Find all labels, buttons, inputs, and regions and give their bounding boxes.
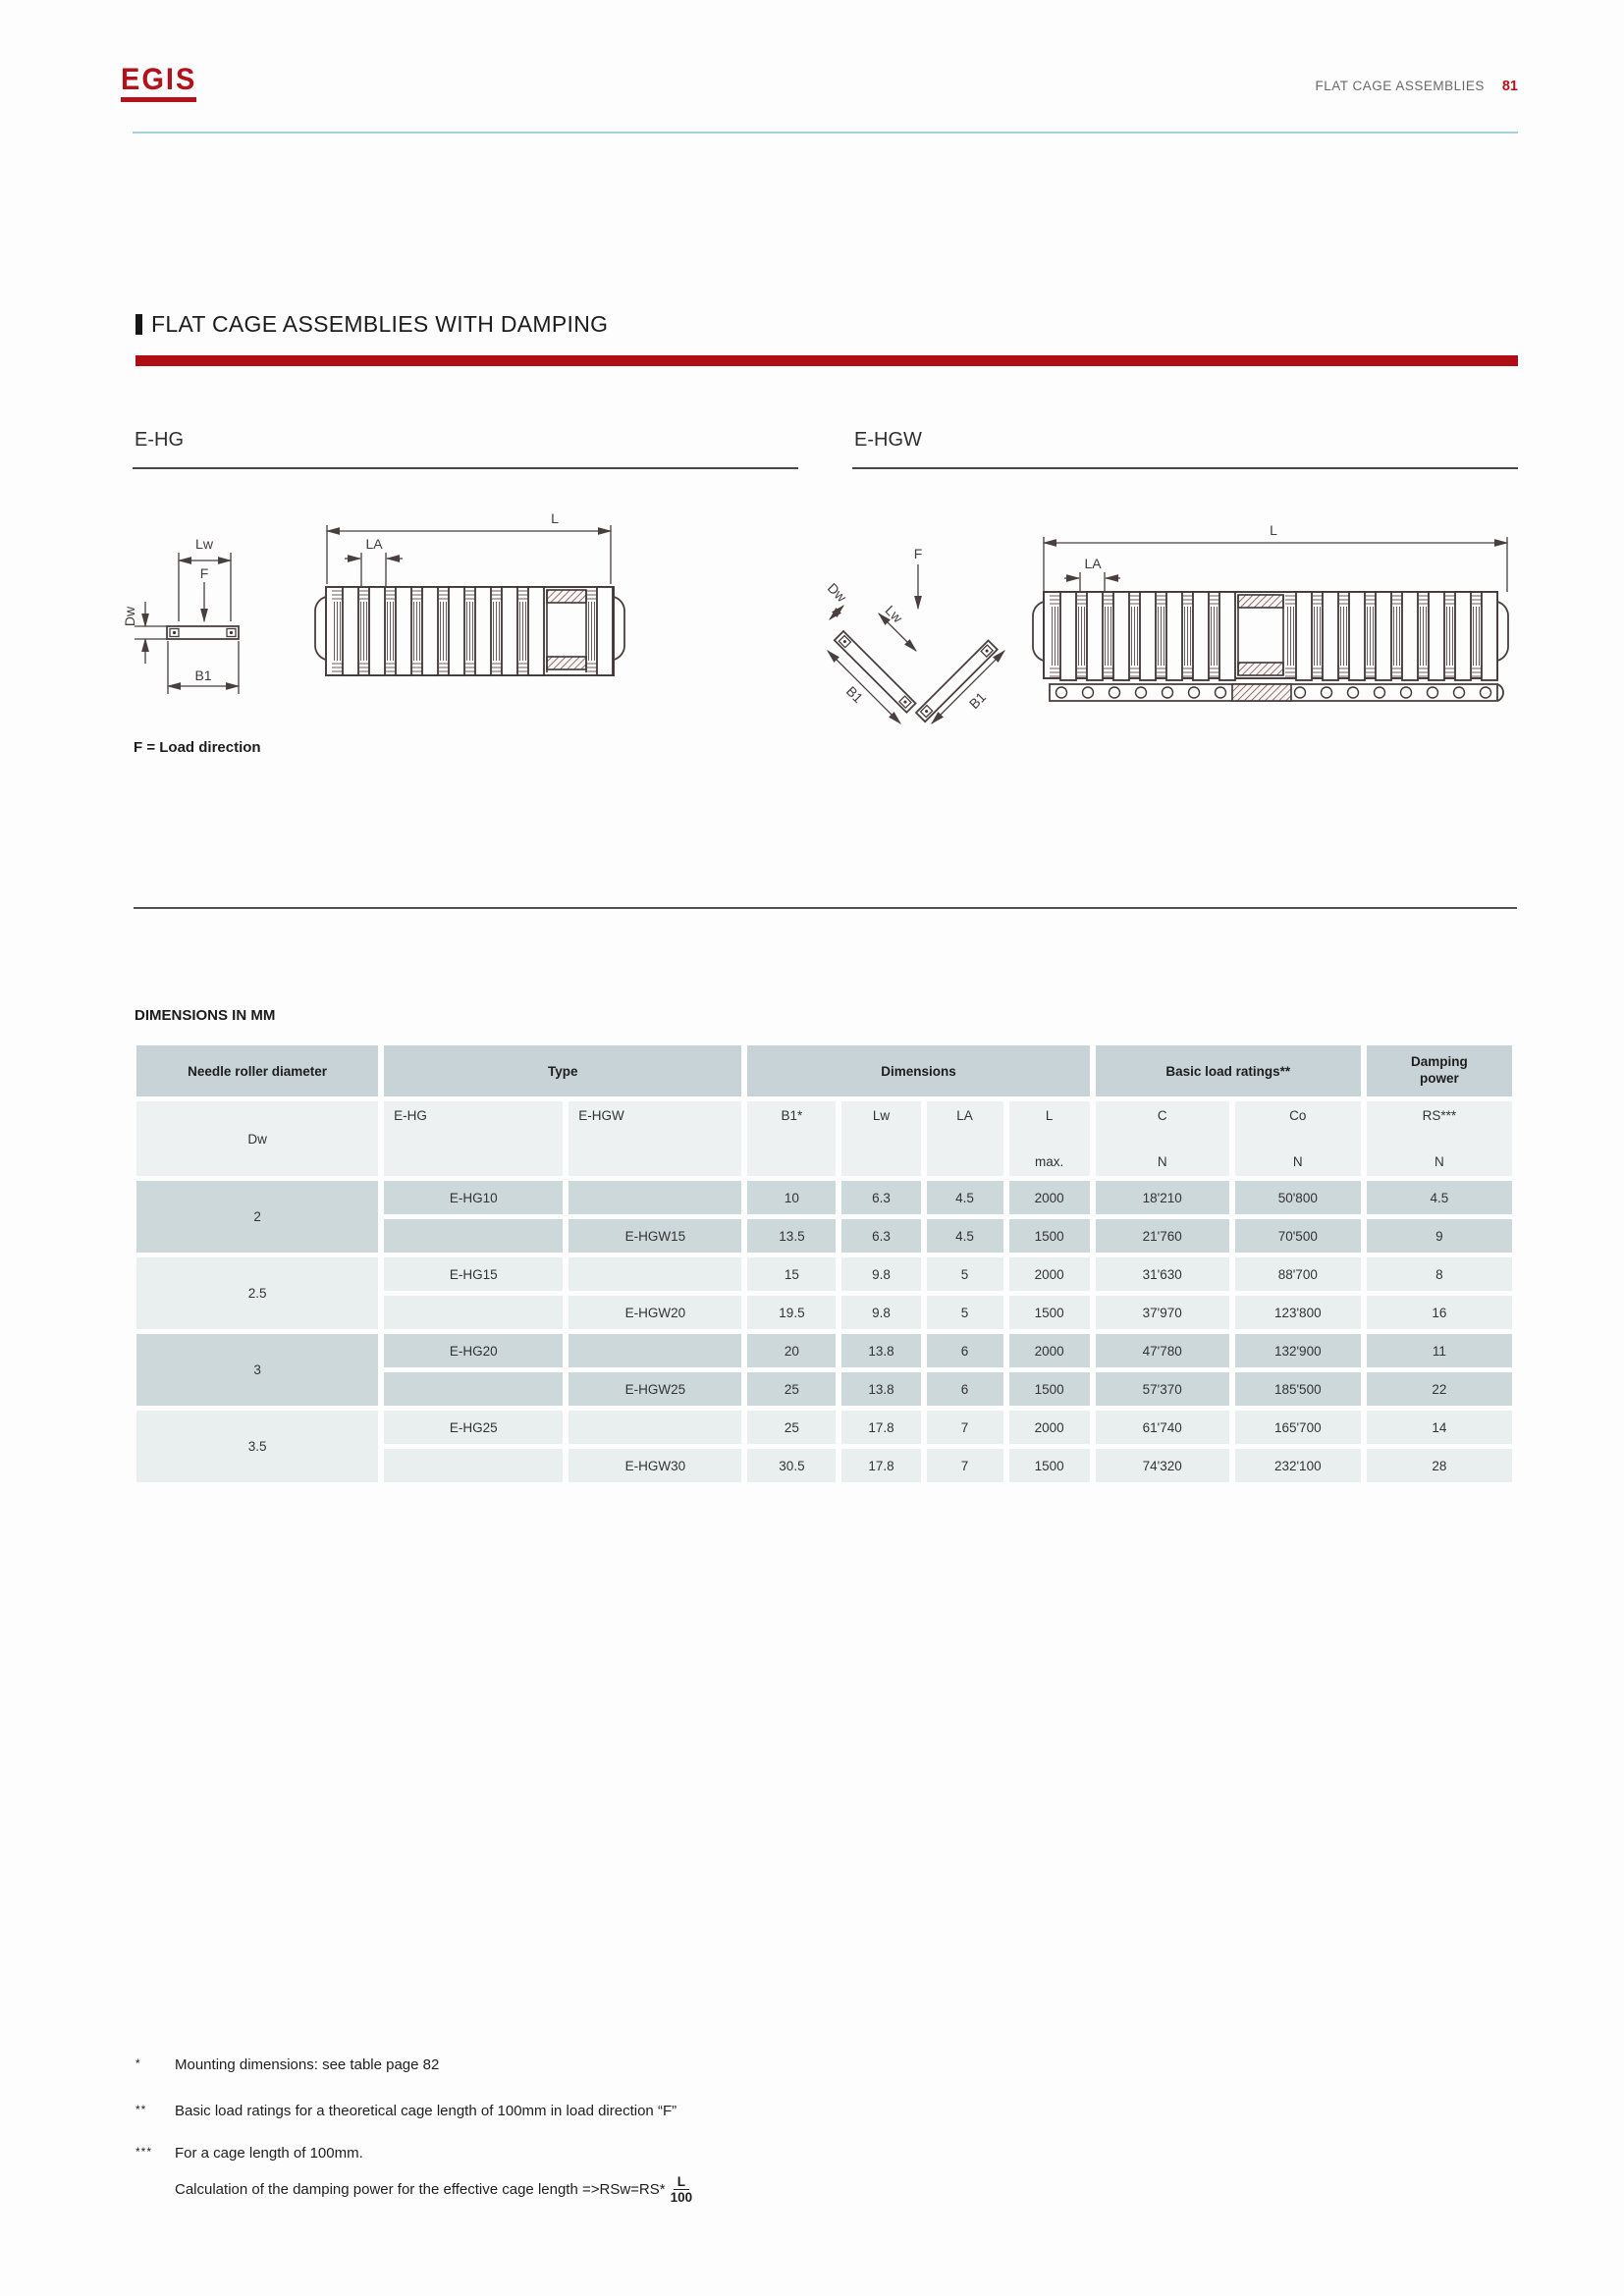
subcol-l: L max.: [1009, 1101, 1090, 1176]
cell-b1: 30.5: [747, 1449, 836, 1482]
middle-rule: [134, 907, 1517, 909]
cell-ehgw: [568, 1257, 741, 1291]
title-red-rule: [135, 355, 1518, 366]
subcol-lw: Lw: [841, 1101, 920, 1176]
cell-ehg: [384, 1296, 563, 1329]
ehgw-technical-drawing: [820, 486, 1522, 741]
damping-formula-fraction: $\frac{L}{100}$: [670, 2173, 693, 2206]
group-header-row: [136, 1045, 1512, 1096]
cell-ehgw: [568, 1334, 741, 1367]
cell-lw: 13.8: [841, 1372, 920, 1406]
cell-rs: 22: [1367, 1372, 1512, 1406]
dw-group-cell: 2.5: [136, 1257, 378, 1329]
cell-ehg: E-HG10: [384, 1181, 563, 1214]
egis-logo-text: EGIS: [121, 62, 197, 97]
title-accent-bar: [135, 314, 142, 335]
cell-la: 5: [927, 1257, 1003, 1291]
footnote-1: [135, 2056, 1166, 2075]
cell-lw: 13.8: [841, 1334, 920, 1367]
subcol-c: C N: [1096, 1101, 1229, 1176]
cell-co: 232'100: [1235, 1449, 1361, 1482]
cell-ehg: E-HG25: [384, 1411, 563, 1444]
footnote-text: Basic load ratings for a theoretical cage length of 100mm in load direction “F”: [175, 2102, 677, 2119]
cell-ehgw: E-HGW30: [568, 1449, 741, 1482]
ehg-technical-drawing: [83, 486, 628, 731]
footnote-marker: **: [135, 2102, 147, 2116]
cell-ehg: [384, 1219, 563, 1253]
table-row: [136, 1181, 1512, 1214]
cell-c: 47'780: [1096, 1334, 1229, 1367]
cell-ehg: E-HG15: [384, 1257, 563, 1291]
cell-ehgw: [568, 1411, 741, 1444]
section-label-ehgw: E-HGW: [854, 429, 922, 451]
subcol-ehgw: E-HGW: [568, 1101, 741, 1176]
subcol-dw: Dw: [136, 1101, 378, 1176]
cell-b1: 15: [747, 1257, 836, 1291]
cell-b1: 10: [747, 1181, 836, 1214]
cell-c: 57'370: [1096, 1372, 1229, 1406]
header-rule: [133, 132, 1518, 133]
subcol-co: Co N: [1235, 1101, 1361, 1176]
cell-l: 1500: [1009, 1372, 1090, 1406]
cell-la: 7: [927, 1411, 1003, 1444]
cell-rs: 16: [1367, 1296, 1512, 1329]
footnote-marker: *: [135, 2056, 141, 2070]
col-header-type: Type: [384, 1045, 741, 1096]
load-direction-note: F = Load direction: [134, 739, 261, 756]
cell-rs: 28: [1367, 1449, 1512, 1482]
cell-l: 1500: [1009, 1296, 1090, 1329]
table-row: [136, 1334, 1512, 1367]
dim-label-b1: B1: [965, 688, 990, 713]
cell-l: 2000: [1009, 1411, 1090, 1444]
dim-label-f: F: [199, 565, 209, 581]
cell-co: 70'500: [1235, 1219, 1361, 1253]
dim-label-b1: B1: [194, 667, 212, 683]
footnote-text: For a cage length of 100mm.: [175, 2145, 363, 2162]
cell-lw: 6.3: [841, 1219, 920, 1253]
dim-label-la: LA: [365, 536, 383, 552]
dw-group-cell: 2: [136, 1181, 378, 1253]
dim-label-lw: Lw: [195, 536, 213, 552]
header-right: [884, 79, 1518, 94]
cell-la: 7: [927, 1449, 1003, 1482]
cell-rs: 14: [1367, 1411, 1512, 1444]
cell-co: 88'700: [1235, 1257, 1361, 1291]
cell-l: 2000: [1009, 1257, 1090, 1291]
cell-c: 21'760: [1096, 1219, 1229, 1253]
cell-b1: 20: [747, 1334, 836, 1367]
cell-b1: 25: [747, 1411, 836, 1444]
section-label-ehg: E-HG: [135, 429, 184, 451]
sub-header-row: [136, 1101, 1512, 1176]
footnotes: [135, 2056, 1166, 2206]
cell-lw: 17.8: [841, 1411, 920, 1444]
dim-label-la: LA: [1084, 556, 1102, 571]
col-header-basic-load-ratings: Basic load ratings**: [1096, 1045, 1361, 1096]
cell-la: 4.5: [927, 1181, 1003, 1214]
cell-l: 2000: [1009, 1181, 1090, 1214]
subcol-rs: RS*** N: [1367, 1101, 1512, 1176]
dim-label-f: F: [913, 546, 923, 561]
subcol-la: LA: [927, 1101, 1003, 1176]
cell-la: 6: [927, 1334, 1003, 1367]
cell-ehgw: [568, 1181, 741, 1214]
dim-label-b1: B1: [842, 682, 867, 707]
page-title: FLAT CAGE ASSEMBLIES WITH DAMPING: [151, 311, 609, 337]
cell-ehg: [384, 1449, 563, 1482]
col-header-needle-roller-diameter: Needle roller diameter: [136, 1045, 378, 1096]
cell-c: 61'740: [1096, 1411, 1229, 1444]
cell-c: 74'320: [1096, 1449, 1229, 1482]
cell-b1: 13.5: [747, 1219, 836, 1253]
cell-rs: 11: [1367, 1334, 1512, 1367]
dim-label-dw: Dw: [824, 579, 850, 606]
cell-co: 185'500: [1235, 1372, 1361, 1406]
cell-lw: 9.8: [841, 1296, 920, 1329]
cell-la: 5: [927, 1296, 1003, 1329]
subcol-b1: B1*: [747, 1101, 836, 1176]
page-title-row: [135, 311, 608, 338]
section-rule-ehg: [133, 467, 798, 469]
egis-logo-underline: [121, 97, 196, 102]
dimensions-table: [131, 1041, 1518, 1487]
damping-element: [547, 590, 586, 672]
cell-ehg: [384, 1372, 563, 1406]
footnote-text: Calculation of the damping power for the effective cage length =>RSw=RS*: [175, 2180, 666, 2198]
cell-c: 18'210: [1096, 1181, 1229, 1214]
dw-group-cell: 3: [136, 1334, 378, 1406]
dim-label-l: L: [551, 510, 559, 526]
footnote-2: [135, 2102, 1166, 2121]
table-row: [136, 1411, 1512, 1444]
footnote-text: Mounting dimensions: see table page 82: [175, 2056, 440, 2073]
cell-la: 4.5: [927, 1219, 1003, 1253]
cell-co: 50'800: [1235, 1181, 1361, 1214]
cell-co: 165'700: [1235, 1411, 1361, 1444]
table-head: [136, 1045, 1512, 1176]
cell-rs: 9: [1367, 1219, 1512, 1253]
footnote-4: [135, 2174, 1166, 2206]
cell-la: 6: [927, 1372, 1003, 1406]
section-rule-ehgw: [852, 467, 1518, 469]
cell-c: 31'630: [1096, 1257, 1229, 1291]
damping-element: [1232, 595, 1291, 701]
table-row: [136, 1257, 1512, 1291]
cell-ehgw: E-HGW15: [568, 1219, 741, 1253]
dimensions-note: DIMENSIONS IN MM: [135, 1007, 276, 1024]
cell-rs: 4.5: [1367, 1181, 1512, 1214]
dw-group-cell: 3.5: [136, 1411, 378, 1482]
cell-lw: 17.8: [841, 1449, 920, 1482]
col-header-dimensions: Dimensions: [747, 1045, 1089, 1096]
dim-label-dw: Dw: [122, 606, 137, 627]
cell-co: 132'900: [1235, 1334, 1361, 1367]
dim-label-l: L: [1270, 522, 1277, 538]
footnote-marker: ***: [135, 2145, 153, 2159]
cell-rs: 8: [1367, 1257, 1512, 1291]
cell-ehgw: E-HGW25: [568, 1372, 741, 1406]
cell-lw: 9.8: [841, 1257, 920, 1291]
cell-l: 1500: [1009, 1219, 1090, 1253]
cell-l: 2000: [1009, 1334, 1090, 1367]
cell-co: 123'800: [1235, 1296, 1361, 1329]
table-body: [136, 1181, 1512, 1482]
cell-l: 1500: [1009, 1449, 1090, 1482]
dim-label-lw: Lw: [882, 602, 906, 626]
cell-ehg: E-HG20: [384, 1334, 563, 1367]
page-number: 81: [1501, 79, 1518, 94]
cell-c: 37'970: [1096, 1296, 1229, 1329]
cell-ehgw: E-HGW20: [568, 1296, 741, 1329]
cell-lw: 6.3: [841, 1181, 920, 1214]
header-section-title: FLAT CAGE ASSEMBLIES: [1315, 79, 1485, 93]
subcol-ehg: E-HG: [384, 1101, 563, 1176]
footnote-3: [135, 2144, 1166, 2163]
cell-b1: 25: [747, 1372, 836, 1406]
egis-logo: [121, 62, 197, 102]
cell-b1: 19.5: [747, 1296, 836, 1329]
col-header-damping-power: Damping power: [1367, 1045, 1512, 1096]
